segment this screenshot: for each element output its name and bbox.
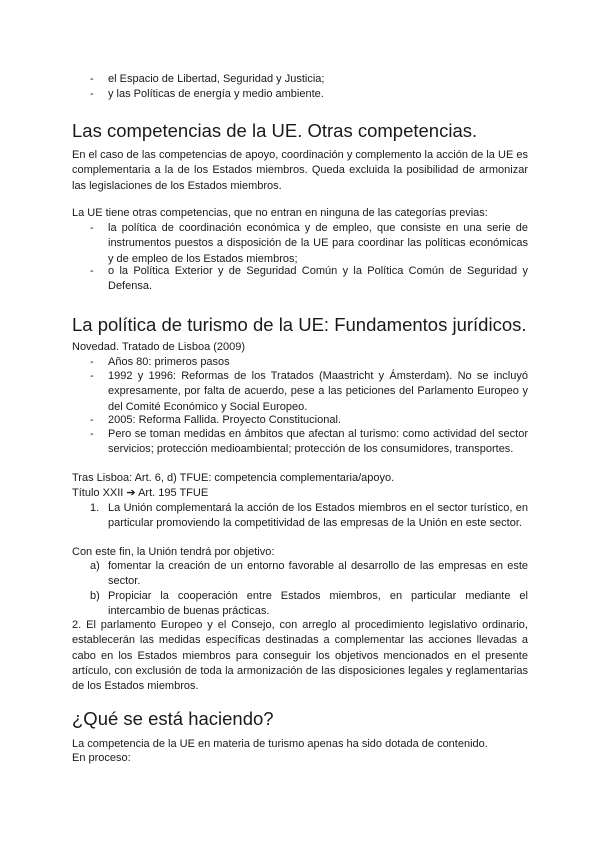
lettered-item: Propiciar la cooperación entre Estados miembros, en particular mediante el intercambio de buenas prácticas. [108, 590, 528, 618]
section-heading: La política de turismo de la UE: Fundamentos jurídicos. [72, 314, 527, 335]
list-letter: b) [90, 590, 100, 602]
list-item: y las Políticas de energía y medio ambiente. [108, 88, 324, 100]
list-dash: - [90, 222, 94, 234]
list-item: 2005: Reforma Fallida. Proyecto Constitucional. [108, 414, 341, 426]
list-dash: - [90, 428, 94, 440]
list-item: o la Política Exterior y de Seguridad Común y la Política Común de Seguridad y Defensa. [108, 265, 528, 293]
list-number: 1. [90, 502, 100, 514]
list-letter: a) [90, 560, 100, 572]
paragraph: La UE tiene otras competencias, que no entran en ninguna de las categorías previas: [72, 207, 488, 219]
paragraph: Título XXII ➔ Art. 195 TFUE [72, 487, 209, 499]
paragraph: En el caso de las competencias de apoyo, coordinación y complemento la acción de la UE es complementaria a la de los Estados miembros. Queda excluida la posibilidad de armonizar las legislaciones de los Estados miembros. [72, 149, 528, 192]
list-dash: - [90, 73, 94, 85]
list-dash: - [90, 265, 94, 277]
list-item: Pero se toman medidas en ámbitos que afectan al turismo: como actividad del sector servicios; protección medioambiental; protección de los consumidores, transportes. [108, 428, 528, 456]
numbered-item: La Unión complementará la acción de los Estados miembros en el sector turístico, en particular promoviendo la competitividad de las empresas de la Unión en este sector. [108, 502, 528, 530]
paragraph: Novedad. Tratado de Lisboa (2009) [72, 341, 246, 353]
paragraph: La competencia de la UE en materia de turismo apenas ha sido dotada de contenido. [72, 738, 488, 750]
list-dash: - [90, 356, 94, 368]
list-item: Años 80: primeros pasos [108, 356, 230, 368]
section-heading: ¿Qué se está haciendo? [72, 708, 274, 729]
section-heading: Las competencias de la UE. Otras competencias. [72, 120, 478, 141]
paragraph: Tras Lisboa: Art. 6, d) TFUE: competencia complementaria/apoyo. [72, 472, 395, 484]
list-item: la política de coordinación económica y de empleo, que consiste en una serie de instrumentos puestos a disposición de la UE para coordinar las políticas económicas y de empleo de los Estados miembros; [108, 222, 528, 265]
lettered-item: fomentar la creación de un entorno favorable al desarrollo de las empresas en este sector. [108, 560, 528, 588]
paragraph: Con este fin, la Unión tendrá por objetivo: [72, 546, 275, 558]
paragraph: En proceso: [72, 752, 131, 764]
list-item: 1992 y 1996: Reformas de los Tratados (Maastricht y Ámsterdam). No se incluyó expresamente, por falta de acuerdo, pese a las peticiones del Parlamento Europeo y del Comité Económico y Social Europeo. [108, 370, 528, 413]
list-dash: - [90, 370, 94, 382]
list-item: el Espacio de Libertad, Seguridad y Justicia; [108, 73, 325, 85]
list-dash: - [90, 88, 94, 100]
list-dash: - [90, 414, 94, 426]
paragraph: 2. El parlamento Europeo y el Consejo, con arreglo al procedimiento legislativo ordinario, establecerán las medidas específicas destinadas a complementar las acciones llevadas a cabo en los Estados miembros para conseguir los objetivos mencionados en el presente artículo, con exclusión de toda la armonización de las disposiciones legales y reglamentarias de los Estados miembros. [72, 619, 528, 693]
